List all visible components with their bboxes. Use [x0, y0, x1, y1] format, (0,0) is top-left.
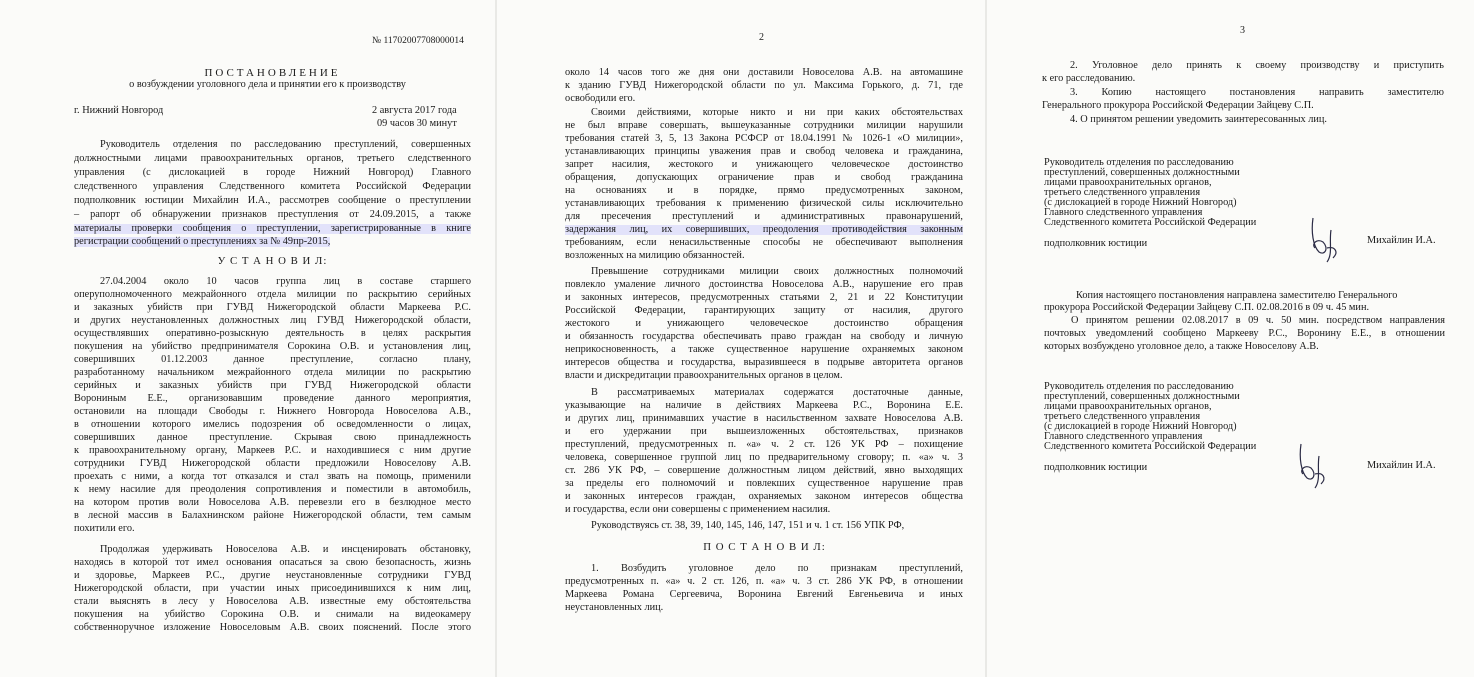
- officer-name: Михайлин И.А.: [1367, 235, 1436, 246]
- city: г. Нижний Новгород: [74, 105, 164, 116]
- text-line: Руководитель отделения по расследованию преступлений, совершенных: [100, 139, 471, 150]
- text-line: третьего следственного управления: [1044, 411, 1201, 422]
- document-subtitle: о возбуждении уголовного дела и принятии его к производству: [129, 79, 406, 90]
- text-line: сотрудники ГУВД Нижегородской области предложили Новоселову А.В.: [74, 458, 471, 469]
- text-line: Главного следственного управления: [1044, 207, 1203, 218]
- page-number: 3: [1240, 25, 1245, 36]
- handwritten-signature: [1305, 212, 1345, 264]
- text-line: задержания лиц, их совершивших, преодоления противодействия законным: [565, 224, 963, 235]
- document-title: ПОСТАНОВЛЕНИЕ: [204, 67, 341, 79]
- text-line: освободили его.: [565, 93, 636, 104]
- text-line: и здоровье, Маркеев Р.С., другие неустановленные сотрудники ГУВД: [74, 570, 471, 581]
- text-line: и его удержании при вышеизложенных обстоятельствах, признаков: [565, 426, 963, 437]
- text-line: Копия настоящего постановления направлена заместителю Генерального: [1076, 290, 1398, 301]
- text-line: подполковник юстиции Михайлин И.А., рассмотрев сообщение о преступлении: [74, 195, 471, 206]
- text-line: преступлений, совершенных должностными: [1044, 167, 1240, 178]
- text-line: и обязанность государства обеспечивать право граждан на свободу и личную: [565, 331, 963, 342]
- text-line: Следственного комитета Российской Федерации: [1044, 441, 1257, 452]
- text-line: и законных интересов граждан, охраняемых законом интересов общества: [565, 491, 963, 502]
- text-line: Генерального прокурора Российской Федерации Зайцеву С.П.: [1042, 100, 1314, 111]
- text-line: оперуполномоченного межрайонного отдела милиции по раскрытию серийных: [74, 289, 471, 300]
- officer-rank: подполковник юстиции: [1044, 238, 1148, 249]
- text-line: покушения на убийство предпринимателя Сорокина О.В. и установления лиц,: [74, 341, 471, 352]
- text-line: власти и дискредитации правоохранительных органов в целом.: [565, 370, 843, 381]
- text-line: 4. О принятом решении уведомить заинтересованных лиц.: [1070, 114, 1327, 125]
- text-line: к нему насилие для преодоления сопротивления и поместили в автомобиль,: [74, 484, 471, 495]
- text-line: неприкосновенность, а также существенное нарушение охраняемых законом: [565, 344, 963, 355]
- text-line: следственного управления Следственного комитета Российской Федерации: [74, 181, 471, 192]
- page-number: 2: [759, 32, 764, 43]
- text-line: проехать с ними, а когда тот отказался и стал звать на помощь, применили: [74, 471, 471, 482]
- text-line: Главного следственного управления: [1044, 431, 1203, 442]
- text-line: 3. Копию настоящего постановления направить заместителю: [1070, 87, 1444, 98]
- section-heading: У С Т А Н О В И Л:: [217, 255, 328, 267]
- text-line: преступлений, совершенных должностными: [1044, 391, 1240, 402]
- text-line: совершивших 01.12.2003 данное преступление, согласно плану,: [74, 354, 471, 365]
- text-line: и других лиц, принимавших участие в насильственном захвате Новоселова А.В.: [565, 413, 963, 424]
- text-line: которых возбуждено уголовное дело, а также Новоселову А.В.: [1044, 341, 1319, 352]
- text-line: Маркеева Романа Сергеевича, Воронина Евгений Евгеньевича и иных: [565, 589, 963, 600]
- text-line: ст. 286 УК РФ, – совершение должностным лицом действий, явно выходящих: [565, 465, 963, 476]
- text-line: не был вправе совершать, вышеуказанные сотрудники милиции нарушили: [565, 120, 963, 131]
- text-line: (с дислокацией в городе Нижний Новгород): [1044, 197, 1237, 208]
- text-line: устанавливающих требования к применению физической силы исключительно: [565, 198, 963, 209]
- officer-name: Михайлин И.А.: [1367, 460, 1436, 471]
- text-line: (с дислокацией в городе Нижний Новгород): [1044, 421, 1237, 432]
- document-page-1: [0, 0, 495, 677]
- text-line: осуществлявших оперативно-розыскную деятельность в целях раскрытия: [74, 328, 471, 339]
- text-line: неустановленных лиц.: [565, 602, 664, 613]
- text-line: указывающие на наличие в действиях Маркеева Р.С., Воронина Е.Е.: [565, 400, 963, 411]
- text-line: на котором против воли Новоселова А.В. перевезли его в безлюдное место: [74, 497, 471, 508]
- text-line: и заказных убийств при ГУВД Нижегородской области Маркеева Р.С.: [74, 302, 471, 313]
- text-line: устанавливающих принципы уважения прав и свобод человека и гражданина,: [565, 146, 963, 157]
- text-line: обращения, допускающих ограничение прав и свобод гражданина: [565, 172, 963, 183]
- text-line: материалы проверки сообщения о преступлении, зарегистрированные в книге: [74, 223, 471, 234]
- text-line: и законных интересов, предусмотренных статьями 2, 21 и 22 Конституции: [565, 292, 963, 303]
- document-date: 2 августа 2017 года: [372, 105, 457, 116]
- section-heading: П О С Т А Н О В И Л:: [703, 541, 826, 553]
- text-line: требования статей 3, 5, 13 Закона РСФСР от 18.04.1991 № 1026-1 «О милиции»,: [565, 133, 963, 144]
- text-line: на основаниях и в порядке, прямо предусмотренных законом,: [565, 185, 963, 196]
- text-line: лицами правоохранительных органов,: [1044, 177, 1212, 188]
- text-line: Превышение сотрудниками милиции своих должностных полномочий: [591, 266, 963, 277]
- text-line: Нижегородской области, при участии иных присоединившихся к ним лиц,: [74, 583, 471, 594]
- text-line: преступлений, предусмотренных п. «а» ч. 2 ст. 126 УК РФ – похищение: [565, 439, 963, 450]
- text-line: – рапорт об обнаружении признаков преступления от 24.09.2015, а также: [74, 209, 471, 220]
- text-line: в лесной массив в Балахнинском районе Нижегородской области, тем самым: [74, 510, 471, 521]
- text-line: разработанному начальником межрайонного отдела милиции по раскрытию: [74, 367, 471, 378]
- document-page-2: [497, 0, 985, 677]
- text-line: и других неустановленных должностных лиц ГУВД Нижегородской области,: [74, 315, 471, 326]
- text-line: Российской Федерации, гарантирующих защиту от насилия, другого: [565, 305, 963, 316]
- text-line: должностными лицами правоохранительных органов, третьего следственного: [74, 153, 471, 164]
- text-line: регистрации сообщений о преступлениях за № 49пр-2015,: [74, 236, 331, 247]
- text-line: к зданию ГУВД Нижегородской области по ул. Максима Горького, д. 71, где: [565, 80, 963, 91]
- text-line: серийных и заказных убийств при ГУВД Нижегородской области: [74, 380, 471, 391]
- text-line: В рассматриваемых материалах содержатся достаточные данные,: [591, 387, 963, 398]
- text-line: в отношении которого имелись подозрения об осведомленности о лицах,: [74, 419, 471, 430]
- document-page-3: [987, 0, 1474, 677]
- text-line: Ворониным Е.Е., организовавшим проведение данного мероприятия,: [74, 393, 471, 404]
- text-line: находясь в которой тот имел основания опасаться за свою безопасность, жизнь: [74, 557, 471, 568]
- text-line: почтовых уведомлений сообщено Маркееву Р.С., Воронину Е.Е., в отношении: [1044, 328, 1445, 339]
- text-line: возложенных на милицию обязанностей.: [565, 250, 745, 261]
- handwritten-signature: [1293, 438, 1333, 490]
- text-line: похитили его.: [74, 523, 135, 534]
- case-number: № 11702007708000014: [372, 36, 464, 46]
- text-line: покушения на убийство Сорокина О.В. и снимали на видеокамеру: [74, 609, 471, 620]
- text-line: Продолжая удерживать Новоселова А.В. и инсценировать обстановку,: [100, 544, 471, 555]
- guided-by-text: Руководствуясь ст. 38, 39, 140, 145, 146, 147, 151 и ч. 1 ст. 156 УПК РФ,: [591, 520, 905, 531]
- text-line: остановили на площади Свободы г. Нижнего Новгорода Новоселова А.В.,: [74, 406, 471, 417]
- text-line: управления (с дислокацией в городе Нижний Новгород) Главного: [74, 167, 471, 178]
- text-line: за пределы его полномочий и повлекших существенное нарушение прав: [565, 478, 963, 489]
- text-line: О принятом решении 02.08.2017 в 09 ч. 50 мин. посредством направления: [1071, 315, 1445, 326]
- text-line: интересов общества и государства, выразившееся в подрыве авторитета органов: [565, 357, 963, 368]
- text-line: лицами правоохранительных органов,: [1044, 401, 1212, 412]
- text-line: около 14 часов того же дня они доставили Новоселова А.В. на автомашине: [565, 67, 963, 78]
- document-time: 09 часов 30 минут: [377, 118, 457, 129]
- text-line: 1. Возбудить уголовное дело по признакам преступлений,: [591, 563, 963, 574]
- text-line: прокурора Российской Федерации Зайцеву С.П. 02.08.2016 в 09 ч. 45 мин.: [1044, 302, 1370, 313]
- text-line: Следственного комитета Российской Федерации: [1044, 217, 1257, 228]
- text-line: Руководитель отделения по расследованию: [1044, 157, 1234, 168]
- text-line: для пресечения преступлений и административных правонарушений,: [565, 211, 963, 222]
- text-line: Руководитель отделения по расследованию: [1044, 381, 1234, 392]
- text-line: стали выяснять в лесу у Новоселова А.В. известные ему обстоятельства: [74, 596, 471, 607]
- text-line: третьего следственного управления: [1044, 187, 1201, 198]
- text-line: запрет насилия, жестокого и унижающего человеческое достоинство: [565, 159, 963, 170]
- text-line: человека, совершенное группой лиц по предварительному сговору; п. «а» ч. 3: [565, 452, 963, 463]
- text-line: 2. Уголовное дело принять к своему производству и приступить: [1070, 60, 1444, 71]
- text-line: жестокого и унижающего человеческое достоинство обращения: [565, 318, 963, 329]
- text-line: и государства, если они совершены с применением насилия.: [565, 504, 831, 515]
- text-line: к правоохранительному органу, Маркеев Р.С. и находившиеся с ним другие: [74, 445, 471, 456]
- text-line: Своими действиями, которые никто и ни при каких обстоятельствах: [591, 107, 963, 118]
- text-line: повлекло умаление личного достоинства Новоселова А.В., нарушение его прав: [565, 279, 963, 290]
- text-line: собственноручное изложение Новоселовым А.В. своих пояснений. После этого: [74, 622, 471, 633]
- text-line: к его расследованию.: [1042, 73, 1136, 84]
- text-line: 27.04.2004 около 10 часов группа лиц в составе старшего: [100, 276, 471, 287]
- text-line: требованиям, если ненасильственные способы не обеспечивают выполнения: [565, 237, 963, 248]
- text-line: предусмотренных п. «а» ч. 2 ст. 126, п. «а» ч. 3 ст. 286 УК РФ, в отношении: [565, 576, 963, 587]
- text-line: совершивших данное преступление. Скрывая свою принадлежность: [74, 432, 471, 443]
- officer-rank: подполковник юстиции: [1044, 462, 1148, 473]
